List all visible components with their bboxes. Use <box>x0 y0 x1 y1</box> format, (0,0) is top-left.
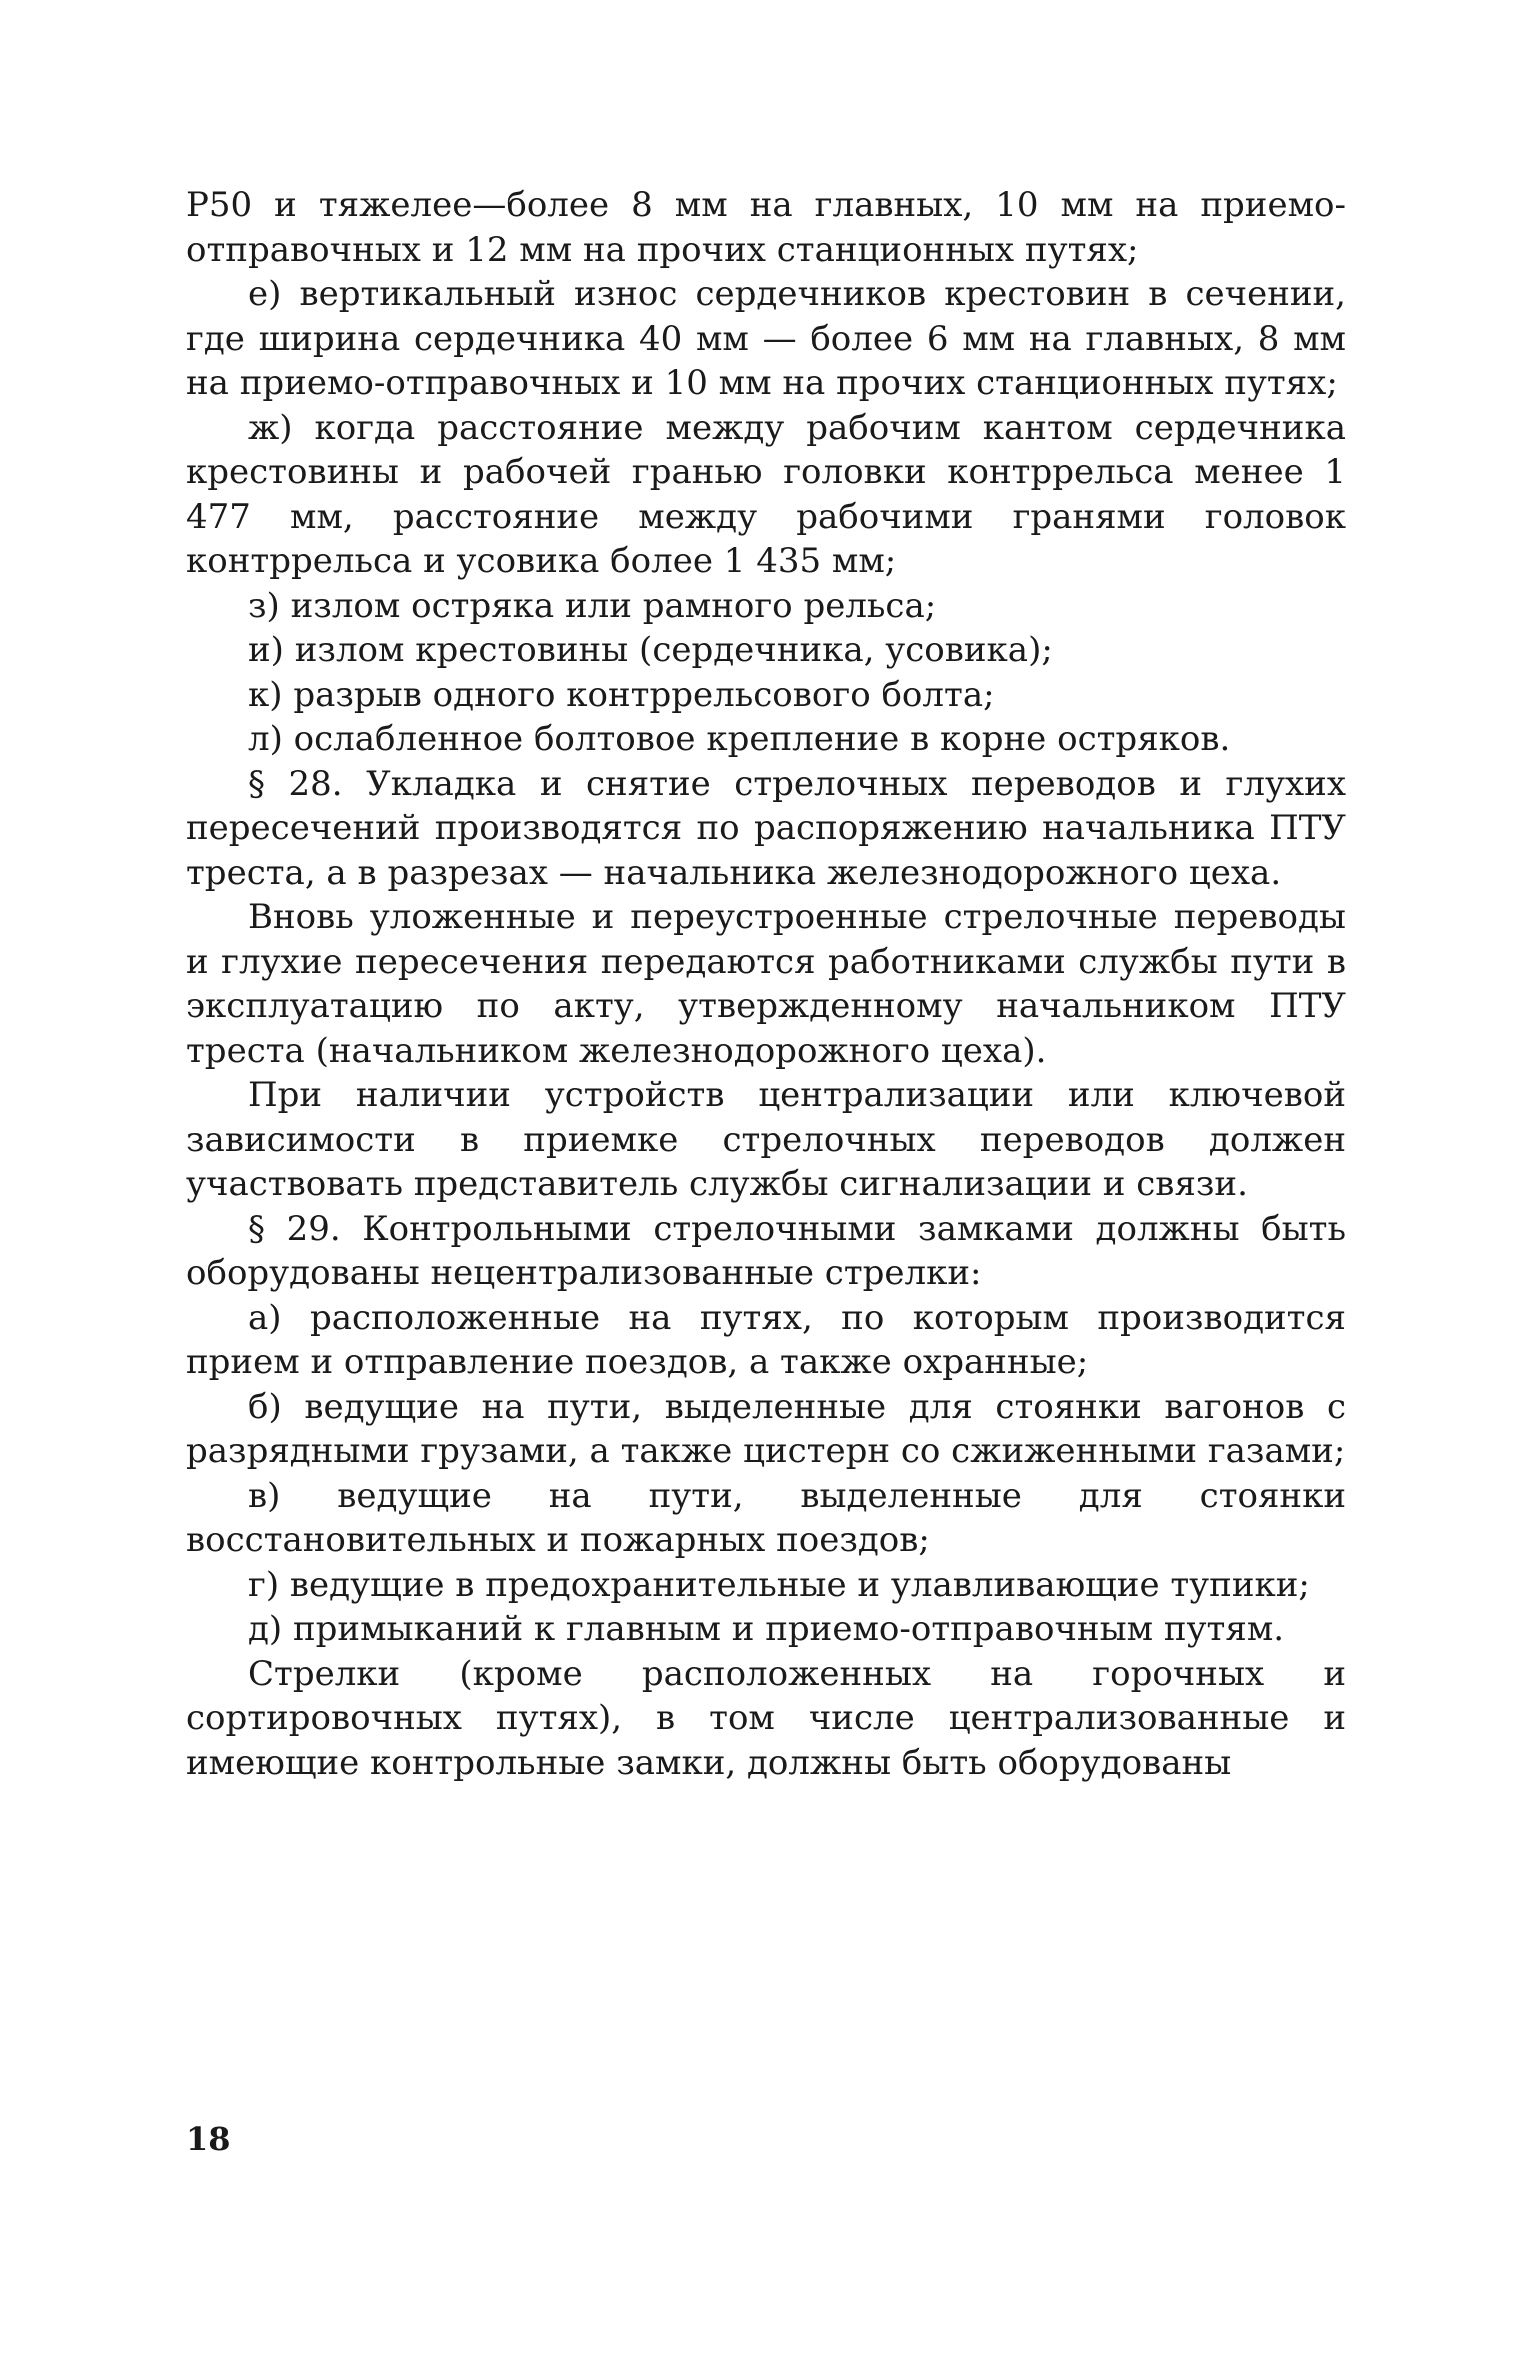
section-28: § 28. Укладка и снятие стрелочных переводов и глухих пересечений производятся по распоряжению начальника ПТУ треста, а в разрезах — начальника железнодорожного цеха. <box>186 763 1346 893</box>
paragraph-centralization: При наличии устройств централизации или ключевой зависимости в приемке стрелочных переводов должен участвовать представитель службы сигнализации и связи. <box>186 1075 1346 1204</box>
paragraph-new-switches: Вновь уложенные и переустроенные стрелочные переводы и глухие пересечения передаются работниками службы пути в эксплуатацию по акту, утвержденному начальником ПТУ треста (начальником железнодорожного цеха). <box>186 897 1346 1071</box>
page-body <box>186 183 1346 1785</box>
list-item-e: е) вертикальный износ сердечников крестовин в сечении, где ширина сердечника 40 мм — более 6 мм на главных, 8 мм на приемо-отправочных и 10 мм на прочих станционных путях; <box>186 274 1346 403</box>
list-item-b: б) ведущие на пути, выделенные для стоянки вагонов с разрядными грузами, а также цистерн со сжиженными газами; <box>186 1386 1346 1471</box>
list-item-z: з) излом остряка или рамного рельса; <box>248 585 937 626</box>
list-item-g: г) ведущие в предохранительные и улавливающие тупики; <box>248 1564 1310 1605</box>
list-item-k: к) разрыв одного контррельсового болта; <box>248 674 995 715</box>
section-29: § 29. Контрольными стрелочными замками должны быть оборудованы нецентрализованные стрелки: <box>186 1208 1346 1293</box>
page-number: 18 <box>186 2120 231 2158</box>
paragraph-continuation: Р50 и тяжелее—более 8 мм на главных, 10 мм на приемо-отправочных и 12 мм на прочих станционных путях; <box>186 185 1346 270</box>
paragraph-switches-equipment: Стрелки (кроме расположенных на горочных и сортировочных путях), в том числе централизованные и имеющие контрольные замки, должны быть оборудованы <box>186 1653 1346 1783</box>
list-item-l: л) ослабленное болтовое крепление в корне остряков. <box>248 719 1231 759</box>
list-item-v: в) ведущие на пути, выделенные для стоянки восстановительных и пожарных поездов; <box>186 1475 1346 1560</box>
list-item-i: и) излом крестовины (сердечника, усовика); <box>248 630 1053 670</box>
list-item-d: д) примыканий к главным и приемо-отправочным путям. <box>248 1609 1285 1649</box>
list-item-a: а) расположенные на путях, по которым производится прием и отправление поездов, а также охранные; <box>186 1297 1346 1382</box>
list-item-zh: ж) когда расстояние между рабочим кантом сердечника крестовины и рабочей гранью головки контррельса менее 1 477 мм, расстояние между рабочими гранями головок контррельса и усовика более 1 435 мм; <box>186 407 1346 581</box>
